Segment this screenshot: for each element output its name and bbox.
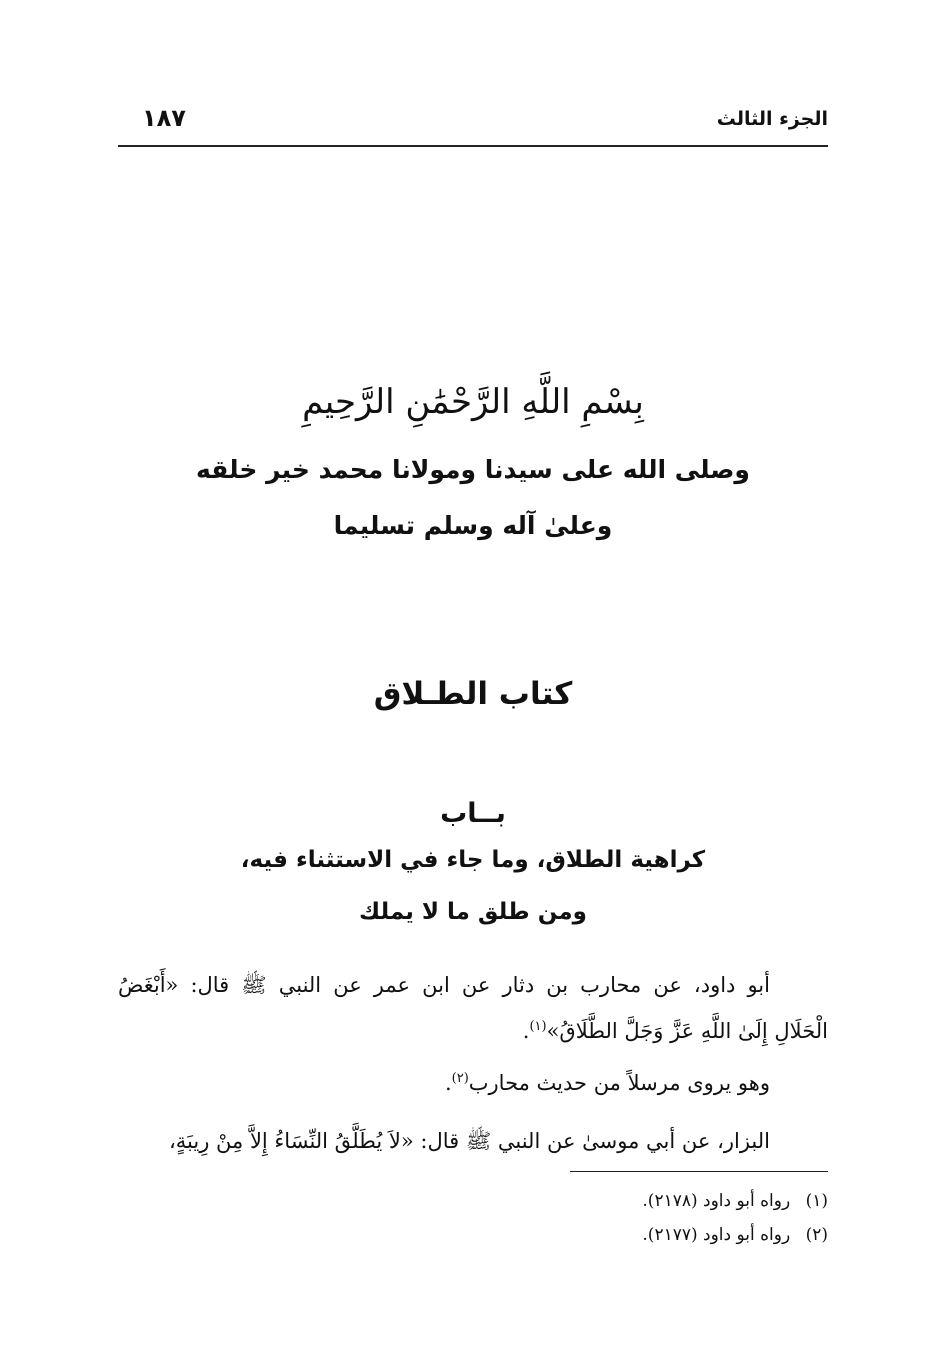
hadith-paragraph-1 (118, 962, 828, 1054)
footnote-divider (570, 1171, 828, 1172)
chapter-title-line-1: كراهية الطلاق، وما جاء في الاستثناء فيه، (240, 847, 706, 873)
salawat-line-1: وصلى الله على سيدنا ومولانا محمد خير خلقه (196, 455, 750, 484)
hadith-3-text: البزار، عن أبي موسىٰ عن النبي ﷺ قال: «لاَ يُطَلَّقُ النِّسَاءُ إِلاَّ مِنْ رِيبَةٍ، (169, 1129, 770, 1153)
hadith-paragraph-2 (118, 1060, 828, 1106)
hadith-1-line-2: الْحَلَالِ إِلَىٰ اللَّهِ عَزَّ وَجَلَّ الطَّلَاقُ» (546, 1019, 828, 1043)
footnote-1-number: (١) (805, 1191, 828, 1211)
chapter-title-line-2: ومن طلق ما لا يملك (359, 899, 587, 925)
basmala: بِسْمِ اللَّهِ الرَّحْمَٰنِ الرَّحِيمِ (302, 382, 644, 422)
chapter-label: بــاب (440, 798, 506, 829)
footnote-2 (642, 1225, 828, 1245)
hadith-paragraph-3 (118, 1118, 828, 1164)
salawat-line-2: وعلىٰ آله وسلم تسليما (333, 511, 613, 540)
hadith-2-end: . (444, 1071, 452, 1095)
hadith-1-end: . (522, 1019, 530, 1043)
footnote-ref-1[interactable]: (١) (529, 1019, 547, 1034)
footnote-2-number: (٢) (805, 1225, 828, 1245)
running-title: الجزء الثالث (716, 108, 828, 130)
page-number: ١٨٧ (142, 104, 186, 132)
footnote-1-text: رواه أبو داود (٢١٧٨). (642, 1191, 791, 1211)
hadith-2-text: وهو يروى مرسلاً من حديث محارب (468, 1071, 770, 1095)
footnote-ref-2[interactable]: (٢) (451, 1071, 469, 1086)
book-title: كتاب الطـلاق (373, 676, 573, 712)
footnote-1 (642, 1191, 828, 1211)
header-divider (118, 145, 828, 147)
hadith-1-line-1: أبو داود، عن محارب بن دثار عن ابن عمر عن النبي ﷺ قال: «أَبْغَضُ (118, 973, 770, 997)
footnote-2-text: رواه أبو داود (٢١٧٧). (642, 1225, 791, 1245)
page-header (118, 104, 828, 140)
